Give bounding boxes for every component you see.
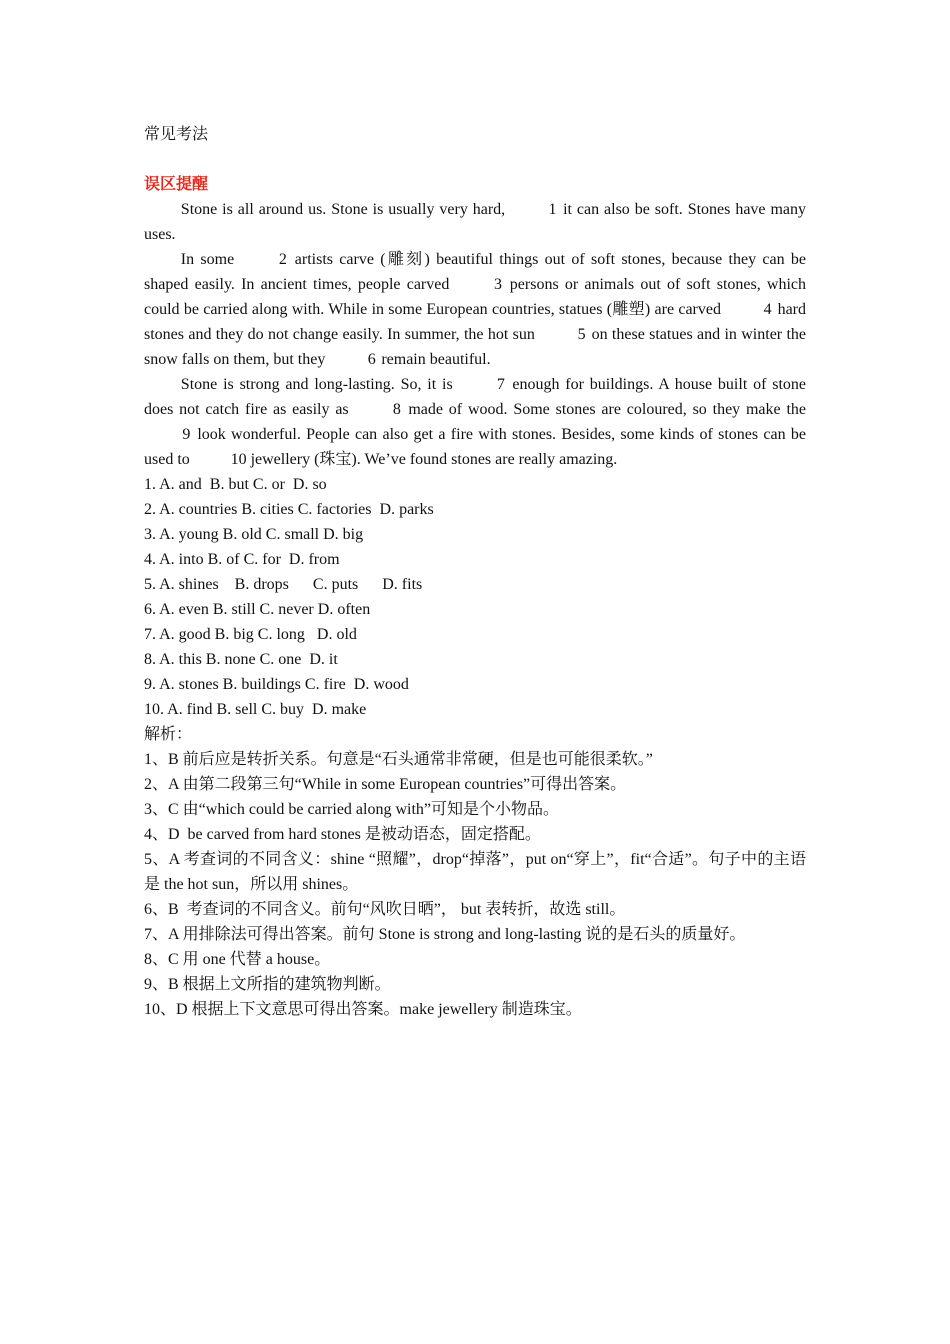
- blank-number: 1: [548, 201, 557, 218]
- option-line: 5. A. shines B. drops C. puts D. fits: [144, 576, 423, 593]
- passage-text: Stone is strong and long-lasting. So, it is: [180, 376, 453, 393]
- options-list: [144, 472, 806, 722]
- blank-number: 3: [493, 276, 502, 293]
- blank-number: 9: [182, 426, 191, 443]
- passage-paragraph-3: [144, 372, 806, 472]
- blank-number: 8: [392, 401, 401, 418]
- passage-text: jewellery (珠宝). We’ve found stones are really amazing.: [250, 451, 618, 468]
- answer-line: 7、A 用排除法可得出答案。前句 Stone is strong and long-lasting 说的是石头的质量好。: [144, 926, 746, 943]
- option-line: 6. A. even B. still C. never D. often: [144, 601, 371, 618]
- blank-number: 2: [278, 251, 287, 268]
- passage-text: persons or animals out of soft stones, which could be carried along with. While in some European countries, statues (雕塑) are carved: [144, 276, 807, 318]
- passage-text: it can also be soft. Stones have many uses.: [144, 201, 807, 243]
- answer-line: 3、C 由“which could be carried along with”可知是个小物品。: [144, 801, 560, 818]
- answer-line: 5、A 考查词的不同含义：shine “照耀”，drop“掉落”，put on“穿上”，fit“合适”。句子中的主语是 the hot sun，所以用 shines。: [144, 851, 806, 893]
- passage-text: on these statues and in winter the snow falls on them, but they: [144, 326, 807, 368]
- section-title: 误区提醒: [144, 176, 209, 193]
- blank-number: 5: [577, 326, 586, 343]
- answer-line: 4、D be carved from hard stones 是被动语态，固定搭配。: [144, 826, 541, 843]
- answer-line: 6、B 考查词的不同含义。前句“风吹日晒”， but 表转折，故选 still。: [144, 901, 626, 918]
- passage-paragraph-2: [144, 247, 806, 372]
- answer-line: 1、B 前后应是转折关系。句意是“石头通常非常硬，但是也可能很柔软。”: [144, 751, 653, 768]
- page-heading: 常见考法: [144, 126, 209, 143]
- passage-paragraph-1: [144, 197, 806, 247]
- option-line: 2. A. countries B. cities C. factories D. parks: [144, 501, 434, 518]
- answer-line: 10、D 根据上下文意思可得出答案。make jewellery 制造珠宝。: [144, 1001, 582, 1018]
- option-line: 3. A. young B. old C. small D. big: [144, 526, 364, 543]
- passage-text: enough for buildings. A house built of stone does not catch fire as easily as: [144, 376, 807, 418]
- analysis-label: 解析：: [144, 726, 193, 743]
- option-line: 9. A. stones B. buildings C. fire D. wood: [144, 676, 409, 693]
- passage-text: remain beautiful.: [381, 351, 491, 368]
- option-line: 7. A. good B. big C. long D. old: [144, 626, 357, 643]
- passage-text: Stone is all around us. Stone is usually very hard,: [180, 201, 506, 218]
- passage-text: artists carve (雕刻) beautiful things out of soft stones, because they can be shaped easily. In ancient times, people carved: [144, 251, 806, 293]
- passage-text: hard stones and they do not change easily. In summer, the hot sun: [144, 301, 807, 343]
- answer-line: 8、C 用 one 代替 a house。: [144, 951, 331, 968]
- answer-line: 2、A 由第二段第三句“While in some European countries”可得出答案。: [144, 776, 627, 793]
- option-line: 8. A. this B. none C. one D. it: [144, 651, 338, 668]
- option-line: 1. A. and B. but C. or D. so: [144, 476, 327, 493]
- passage-text: made of wood. Some stones are coloured, so they make the: [408, 401, 807, 418]
- blank-number: 6: [367, 351, 376, 368]
- option-line: 4. A. into B. of C. for D. from: [144, 551, 340, 568]
- answers-list: [144, 747, 806, 1022]
- blank-number: 7: [496, 376, 505, 393]
- passage-text: In some: [180, 251, 235, 268]
- blank-number: 10: [230, 451, 247, 468]
- passage-text: look wonderful. People can also get a fire with stones. Besides, some kinds of stones can be used to: [144, 426, 807, 468]
- blank-number: 4: [763, 301, 772, 318]
- option-line: 10. A. find B. sell C. buy D. make: [144, 701, 367, 718]
- document-page: [144, 122, 806, 1022]
- answer-line: 9、B 根据上文所指的建筑物判断。: [144, 976, 391, 993]
